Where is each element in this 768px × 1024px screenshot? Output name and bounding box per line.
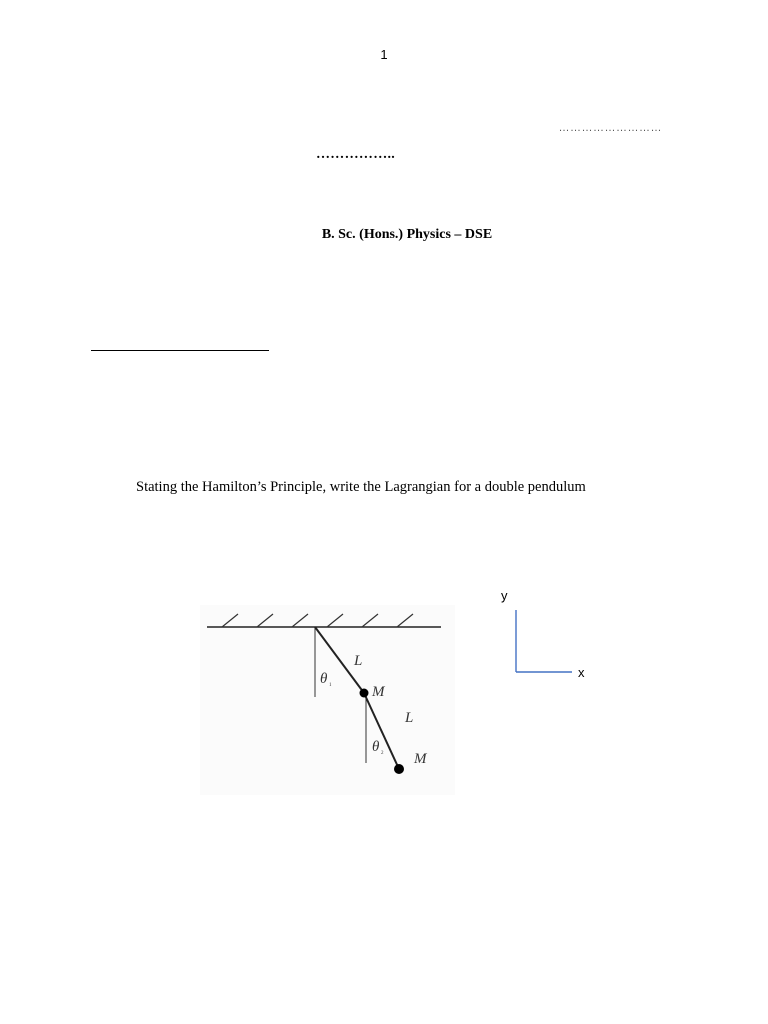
rod-2-label: L (405, 710, 414, 726)
course-title: B. Sc. (Hons.) Physics – DSE (321, 227, 493, 242)
dotted-placeholder-right: ……………………… (558, 122, 662, 134)
mass-2 (394, 764, 404, 774)
angle-2-subscript: 2 (381, 751, 384, 756)
double-pendulum-figure (200, 605, 455, 795)
coordinate-axes-figure (495, 586, 595, 686)
mass-1-label: M (372, 684, 385, 700)
angle-1-label: θ (320, 671, 328, 687)
rod-2 (364, 693, 399, 769)
page-number: 1 (380, 47, 388, 62)
ceiling-hatching (222, 614, 413, 627)
coordinate-axes (495, 586, 595, 686)
angle-1-subscript: 1 (329, 683, 332, 688)
double-pendulum-diagram (200, 605, 455, 795)
separator-line (91, 350, 269, 351)
dotted-placeholder-center: …………….. (316, 147, 396, 162)
y-axis-label: y (501, 588, 508, 603)
mass-1 (360, 689, 369, 698)
x-axis-label: x (578, 665, 585, 680)
angle-2-label: θ (372, 739, 380, 755)
question-text: Stating the Hamilton’s Principle, write the Lagrangian for a double pendulum (136, 479, 586, 495)
rod-1-label: L (354, 653, 363, 669)
mass-2-label: M (414, 751, 427, 767)
